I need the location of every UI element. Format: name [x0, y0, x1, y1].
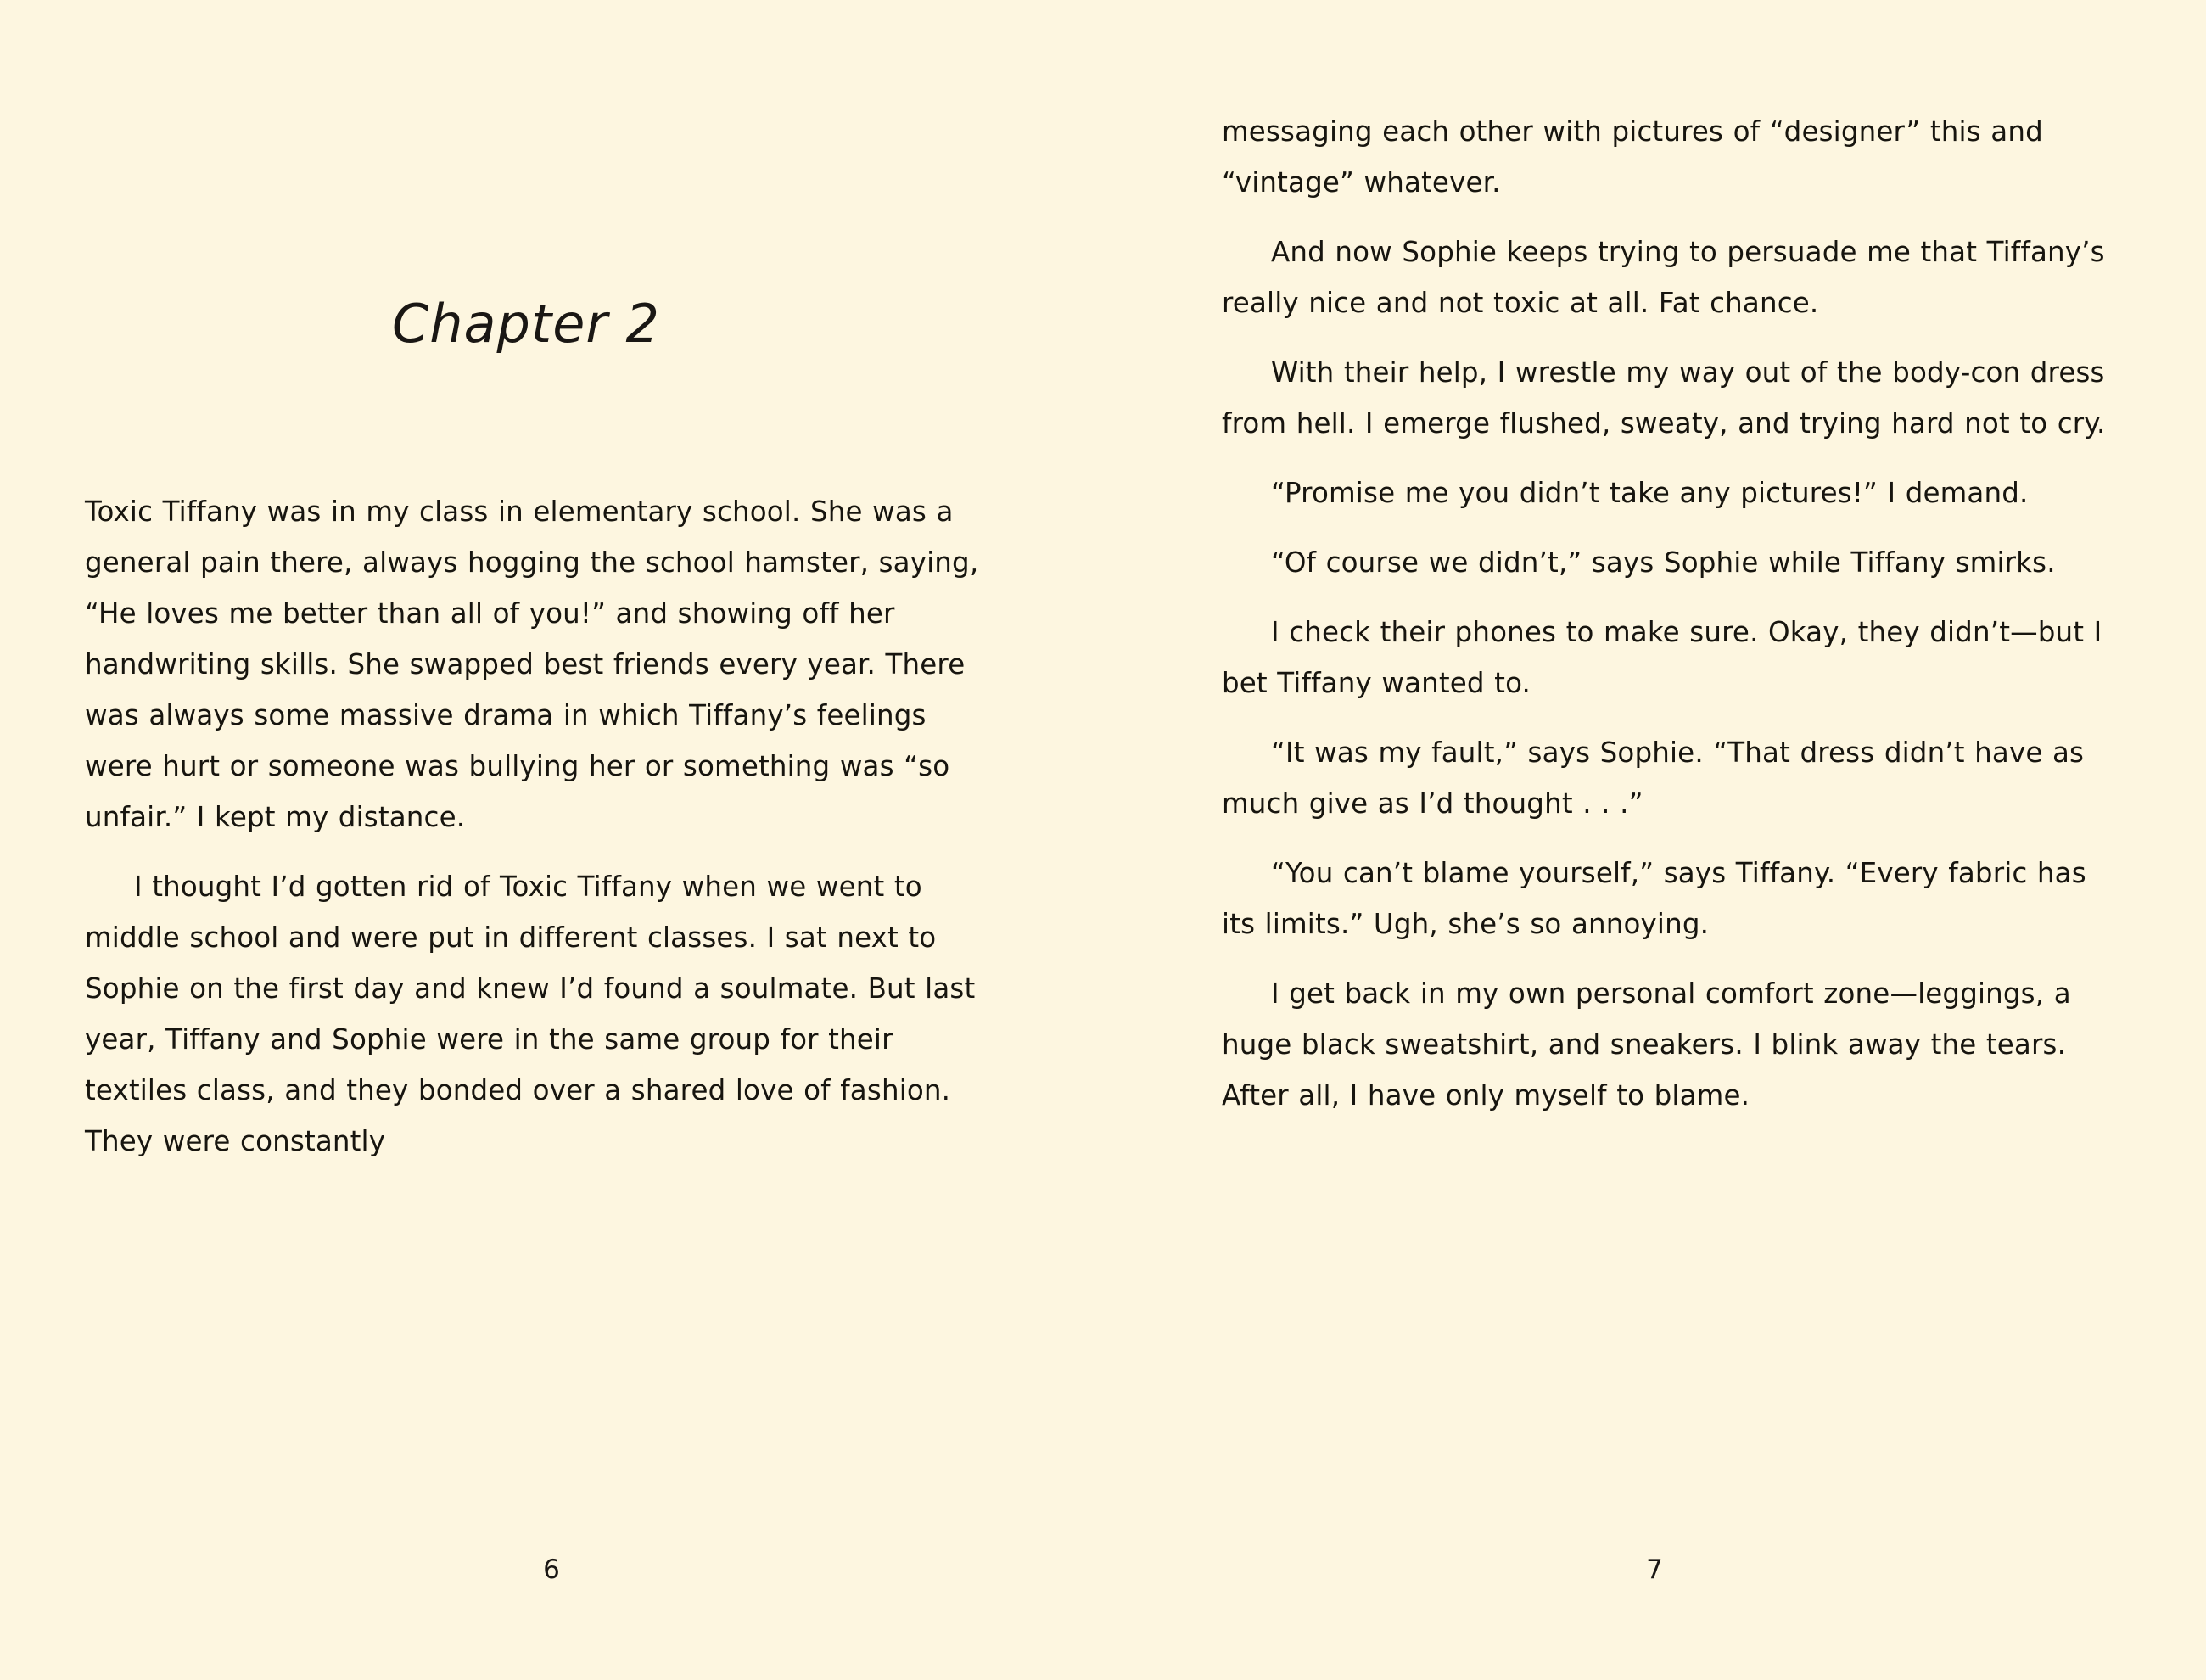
right-page-body: [1222, 0, 2113, 1121]
paragraph: “Promise me you didn’t take any pictures!” I demand.: [1271, 477, 2029, 509]
left-page-body: [85, 355, 993, 1167]
paragraph: I get back in my own personal comfort zone—leggings, a huge black sweatshirt, and sneakers. I blink away the tears. After all, I have only myself to blame.: [1222, 977, 2071, 1112]
paragraph: “You can’t blame yourself,” says Tiffany. “Every fabric has its limits.” Ugh, she’s so annoying.: [1222, 857, 2086, 940]
paragraph: “It was my fault,” says Sophie. “That dress didn’t have as much give as I’d thought . . .”: [1222, 736, 2085, 820]
paragraph: And now Sophie keeps trying to persuade me that Tiffany’s really nice and not toxic at all. Fat chance.: [1222, 236, 2105, 319]
paragraph: With their help, I wrestle my way out of the body-con dress from hell. I emerge flushed, sweaty, and trying hard not to cry.: [1222, 356, 2106, 440]
chapter-title: Chapter 2: [391, 293, 661, 355]
paragraph: I check their phones to make sure. Okay, they didn’t—but I bet Tiffany wanted to.: [1222, 616, 2102, 699]
page-right: [1103, 0, 2206, 1680]
paragraph: “Of course we didn’t,” says Sophie while Tiffany smirks.: [1271, 546, 2056, 579]
paragraph: Toxic Tiffany was in my class in elementary school. She was a general pain there, always hogging the school hamster, saying, “He loves me better than all of you!” and showing off her handwriting skills. She swapped best friends every year. There was always some massive drama in which Tiffany’s feelings were hurt or someone was bullying her or something was “so unfair.” I kept my distance.: [85, 496, 979, 833]
paragraph: messaging each other with pictures of “designer” this and “vintage” whatever.: [1222, 115, 2043, 199]
page-number-right: 7: [1646, 1554, 1663, 1585]
page-number-left: 6: [543, 1554, 560, 1585]
paragraph: I thought I’d gotten rid of Toxic Tiffany when we went to middle school and were put in different classes. I sat next to Sophie on the first day and knew I’d found a soulmate. But last year, Tiffany and Sophie were in the same group for their textiles class, and they bonded over a shared love of fashion. They were constantly: [85, 871, 976, 1157]
